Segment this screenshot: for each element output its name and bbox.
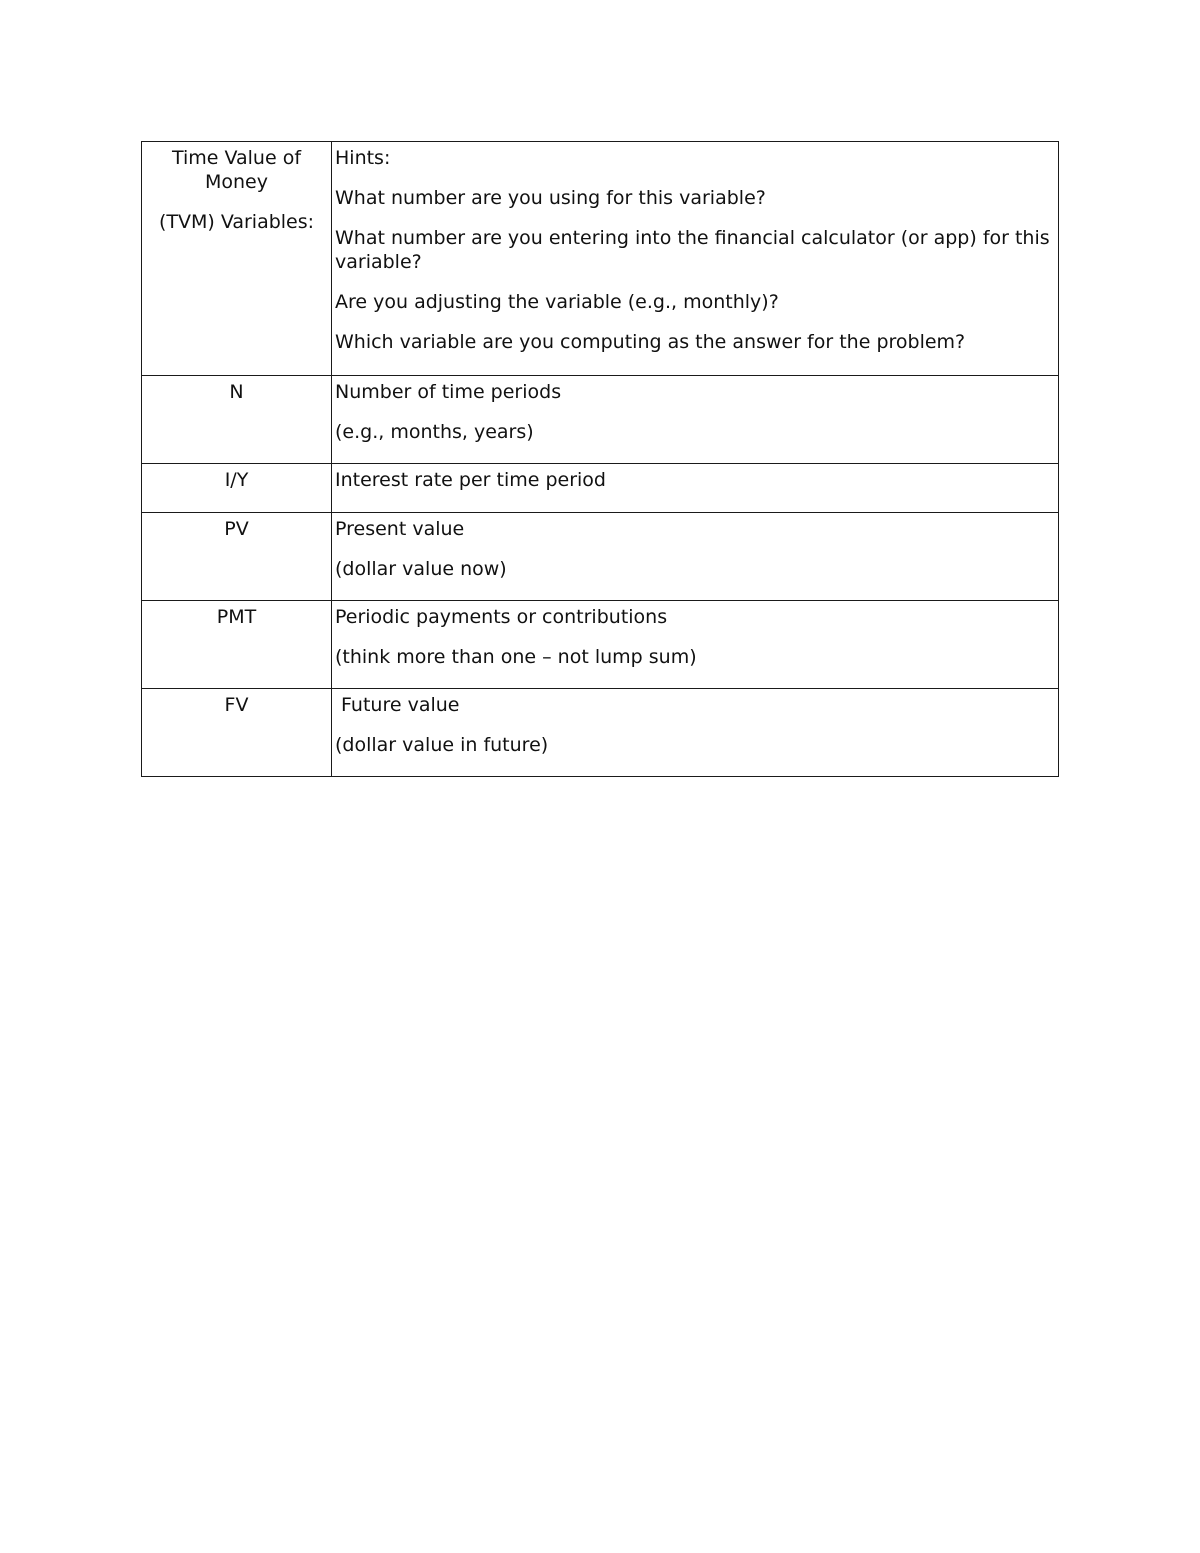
hints-header-cell — [332, 142, 1059, 376]
description-text: Present value — [335, 518, 465, 540]
hint-item: Are you adjusting the variable (e.g., monthly)? — [335, 291, 779, 313]
variable-header-line1: Time Value of Money — [171, 147, 302, 193]
table-row — [142, 689, 1059, 777]
table-header-row — [142, 142, 1059, 376]
description-cell — [332, 376, 1059, 464]
variable-cell: N — [142, 376, 332, 464]
description-note: (think more than one – not lump sum) — [335, 646, 697, 668]
description-text: Interest rate per time period — [335, 469, 606, 491]
table-row — [142, 376, 1059, 464]
description-cell — [332, 689, 1059, 777]
table-row — [142, 464, 1059, 513]
variable-cell: I/Y — [142, 464, 332, 513]
description-note: (e.g., months, years) — [335, 421, 534, 443]
variable-cell: FV — [142, 689, 332, 777]
variable-header-line2: (TVM) Variables: — [158, 211, 315, 233]
variable-cell: PMT — [142, 601, 332, 689]
description-text: Number of time periods — [335, 381, 562, 403]
table-row — [142, 513, 1059, 601]
description-note: (dollar value in future) — [335, 734, 549, 756]
hints-title: Hints: — [335, 147, 391, 169]
description-cell — [332, 601, 1059, 689]
tvm-variables-table — [141, 141, 1059, 777]
description-cell — [332, 513, 1059, 601]
hint-item: Which variable are you computing as the answer for the problem? — [335, 331, 966, 353]
description-cell — [332, 464, 1059, 513]
hint-item: What number are you entering into the financial calculator (or app) for this variable? — [335, 227, 1050, 273]
description-note: (dollar value now) — [335, 558, 507, 580]
table-row — [142, 601, 1059, 689]
description-text: Periodic payments or contributions — [335, 606, 668, 628]
variable-header-cell — [142, 142, 332, 376]
variable-cell: PV — [142, 513, 332, 601]
hint-item: What number are you using for this variable? — [335, 187, 766, 209]
description-text: Future value — [335, 694, 460, 716]
